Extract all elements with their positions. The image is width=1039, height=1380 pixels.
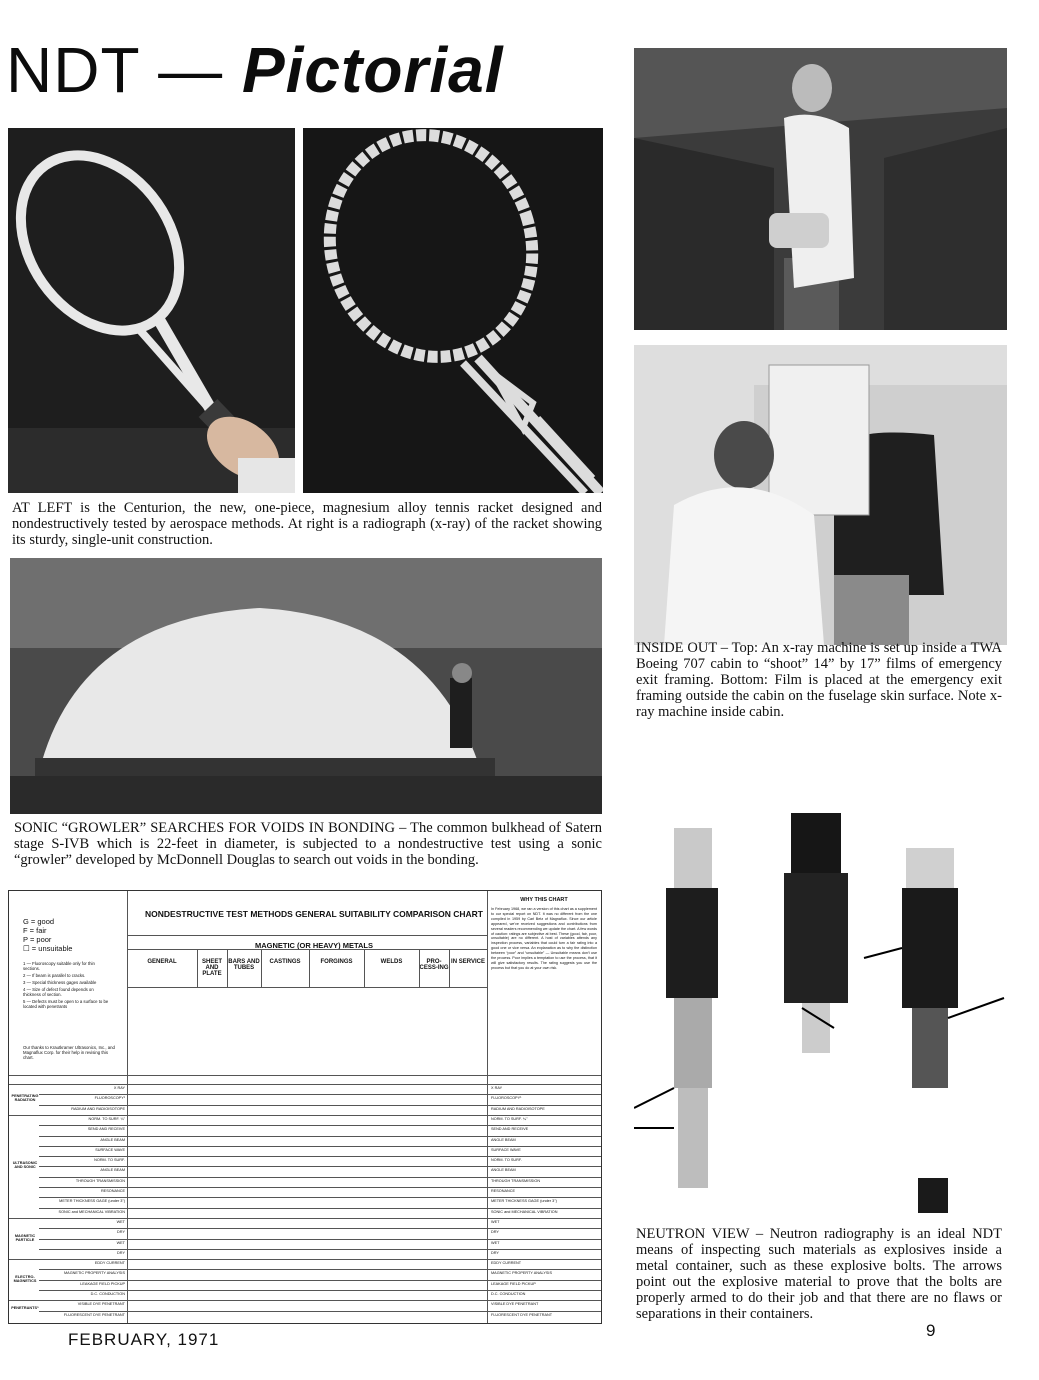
chart-row-label: METER THICKNESS GAGE (under 3") <box>59 1199 125 1204</box>
xray-illustration <box>303 128 603 493</box>
page-title <box>6 30 503 110</box>
legend-poor: P = poor <box>23 935 52 944</box>
bulkhead-photo <box>10 558 602 814</box>
chart-row-group: ELECTRO-MAGNETICS <box>13 1274 37 1283</box>
chart-row-label-right: THROUGH TRANSMISSION <box>491 1178 541 1183</box>
cabin-photo <box>634 48 1007 330</box>
legend-good: G = good <box>23 917 55 926</box>
inside-out-caption: INSIDE OUT – Top: An x-ray machine is set up inside a TWA Boeing 707 cabin to “shoot” 14” by 17” films of emergency exit framing. Bottom: Film is placed at the emergency exit framing outside the cabin on the fuselage skin surface. Note x-ray machine inside cabin. <box>636 640 1002 720</box>
chart-row-label: WET <box>116 1240 125 1245</box>
chart-row-group: ULTRASONIC AND SONIC <box>12 1161 38 1170</box>
chart-row-label: D.C. CONDUCTION <box>90 1292 125 1296</box>
chart-row-label: ANGLE BEAM <box>100 1168 125 1173</box>
chart-row-group: PENETRANTS⁵ <box>11 1305 39 1310</box>
chart-row-label-right: NORM. TO SURF. <box>491 1158 522 1163</box>
chart-row-label-right: SONIC and MECHANICAL VIBRATION <box>491 1209 558 1214</box>
bolts-photo <box>634 808 1007 1218</box>
chart-group-header: GENERAL <box>147 959 177 965</box>
exit-photo <box>634 345 1007 645</box>
chart-row-label: MAGNETIC PROPERTY ANALYSIS <box>64 1271 125 1276</box>
chart-row-label: VISIBLE DYE PENETRANT <box>77 1302 125 1307</box>
chart-row-label-right: SURFACE WAVE <box>491 1147 521 1152</box>
exit-illustration <box>634 345 1007 645</box>
racket-xray <box>303 128 603 493</box>
note-3: 3 — Special thickness gages available <box>23 980 97 985</box>
chart-row-label: ANGLE BEAM <box>100 1137 125 1142</box>
chart-row-label-right: EDDY CURRENT <box>491 1261 522 1266</box>
chart-row-label: X RAY <box>113 1086 125 1090</box>
chart-group-header: FORGINGS <box>320 959 353 965</box>
chart-row-label-right: DRY <box>491 1230 499 1235</box>
bulkhead-illustration <box>10 558 602 814</box>
chart-row-label-right: WET <box>491 1219 500 1224</box>
racket-photo <box>8 128 295 493</box>
chart-row-label: LEAKAGE FIELD PICKUP <box>80 1281 125 1286</box>
title-prefix: NDT <box>6 34 140 106</box>
note-1: 1 — Fluoroscopy suitable only for thin sections. <box>23 961 95 971</box>
chart-title: NONDESTRUCTIVE TEST METHODS GENERAL SUITABILITY COMPARISON CHART <box>145 909 483 919</box>
chart-row-label: SURFACE WAVE <box>95 1147 125 1152</box>
chart-row-label-right: X RAY <box>491 1086 503 1090</box>
chart-row-label-right: LEAKAGE FIELD PICKUP <box>491 1281 536 1286</box>
chart-row-group: PENETRATING RADIATION <box>11 1094 39 1103</box>
chart-row-label: SEND AND RECEIVE <box>87 1127 125 1132</box>
legend-fair: F = fair <box>23 926 47 935</box>
chart-row-label-right: MAGNETIC PROPERTY ANALYSIS <box>491 1271 552 1276</box>
why-title: WHY THIS CHART <box>520 897 568 903</box>
chart-row-label: DRY <box>117 1230 125 1235</box>
comparison-chart <box>8 890 602 1324</box>
why-text: In February 1968, we ran a version of this chart as a supplement to our special report on NDT. It was no different from the one compiled in 1959 by Carl Betz of Magnaflux. Since our article appeared, we've received suggestions and contributions from several readers recommending we update the chart. A few words of caution: ratings are subjective at best. These (good, fair, poor, unsuitable) are no different. A host of variables attends any inspection process, variables that could turn a fair rating into a good one or vice versa. An explanation as to why the distinction between “poor” and “unsuitable” — Unsuitable means don't use the process. Poor implies a temptation to use the process, that it will give satisfactory results. The rating suggests you use the process but that you do at your own risk. <box>491 907 597 970</box>
chart-group-header: CASTINGS <box>269 959 301 965</box>
footer-date: FEBRUARY, 1971 <box>68 1330 220 1349</box>
chart-group-header: IN SERVICE <box>451 959 485 965</box>
chart-row-label: DRY <box>117 1250 125 1255</box>
legend-unsuitable: ☐ = unsuitable <box>23 944 73 953</box>
cabin-illustration <box>634 48 1007 330</box>
chart-row-label-right: FLUORESCENT DYE PENETRANT <box>491 1312 553 1317</box>
chart-group-header: BARS AND TUBES <box>228 959 260 971</box>
chart-row-label-right: ANGLE BEAM <box>491 1137 516 1142</box>
chart-row-group: MAGNETIC PARTICLE <box>14 1233 36 1242</box>
chart-group-header: SHEET AND PLATE <box>201 959 222 977</box>
neutron-caption: NEUTRON VIEW – Neutron radiography is an ideal NDT means of inspecting such materials as explosives inside a metal container, such as these explosive bolts. The arrows point out the explosive material to prove that the bolts are properly armed to do their job and that there are no flaws or separations in their containers. <box>636 1226 1002 1322</box>
chart-thanks: Our thanks to Krautkramer Ultrasonics, Inc., and Magnaflux Corp. for their help in revising this chart. <box>23 1045 115 1060</box>
chart-row-label: FLUOROSCOPY¹ <box>94 1096 125 1101</box>
chart-row-label-right: RESONANCE <box>491 1189 516 1193</box>
chart-row-label-right: SEND AND RECEIVE <box>491 1127 529 1132</box>
chart-row-label: THROUGH TRANSMISSION <box>75 1178 125 1183</box>
chart-group-header: WELDS <box>380 959 403 965</box>
racket-illustration <box>8 128 295 493</box>
bolts-illustration <box>634 808 1007 1218</box>
chart-row-label-right: ANGLE BEAM <box>491 1168 516 1173</box>
chart-row-label: EDDY CURRENT <box>94 1261 125 1266</box>
racket-caption: AT LEFT is the Centurion, the new, one-piece, magnesium alloy tennis racket designed and nondestructively tested by aerospace methods. At right is a radiograph (x-ray) of the racket showing its sturdy, single-unit construction. <box>12 500 602 548</box>
chart-row-label-right: DRY <box>491 1250 499 1255</box>
chart-row-label-right: FLUOROSCOPY¹ <box>491 1096 522 1101</box>
sonic-caption: SONIC “GROWLER” SEARCHES FOR VOIDS IN BONDING – The common bulkhead of Satern stage S-IVB which is 22-feet in diameter, is subjected to a nondestructive test using a sonic “growler” developed by McDonnell Douglas to search out voids in the bonding. <box>14 820 602 868</box>
chart-row-label-right: METER THICKNESS GAGE (under 3") <box>491 1199 557 1204</box>
title-main: Pictorial <box>241 34 504 106</box>
chart-row-label: FLUORESCENT DYE PENETRANT <box>63 1312 125 1317</box>
chart-subtitle: MAGNETIC (OR HEAVY) METALS <box>254 941 374 950</box>
chart-row-label: NORM. TO SURF. <box>94 1158 125 1163</box>
chart-row-label: NORM. TO SURF. ¼" <box>88 1116 125 1121</box>
note-2: 2 — If beam is parallel to cracks. <box>23 973 86 978</box>
title-dash: — <box>158 34 224 106</box>
chart-row-label: WET <box>116 1219 125 1224</box>
chart-row-label-right: RADIUM AND RADIOISOTOPE <box>491 1106 545 1111</box>
chart-group-header: PRO-CESS-ING <box>419 959 449 971</box>
note-5: 5 — Defects must be open to a surface to be located with penetrants <box>23 999 109 1009</box>
chart-row-label-right: NORM. TO SURF. ¼" <box>491 1116 528 1121</box>
chart-row-label-right: VISIBLE DYE PENETRANT <box>491 1302 539 1307</box>
footer-page: 9 <box>926 1321 937 1340</box>
chart-row-label-right: D.C. CONDUCTION <box>491 1292 526 1296</box>
chart-row-label: SONIC and MECHANICAL VIBRATION <box>58 1209 125 1214</box>
note-4: 4 — Size of defect found depends on thickness of section. <box>23 987 94 997</box>
chart-row-label: RESONANCE <box>100 1189 125 1193</box>
chart-row-label: RADIUM AND RADIOISOTOPE <box>71 1106 125 1111</box>
chart-row-label-right: WET <box>491 1240 500 1245</box>
